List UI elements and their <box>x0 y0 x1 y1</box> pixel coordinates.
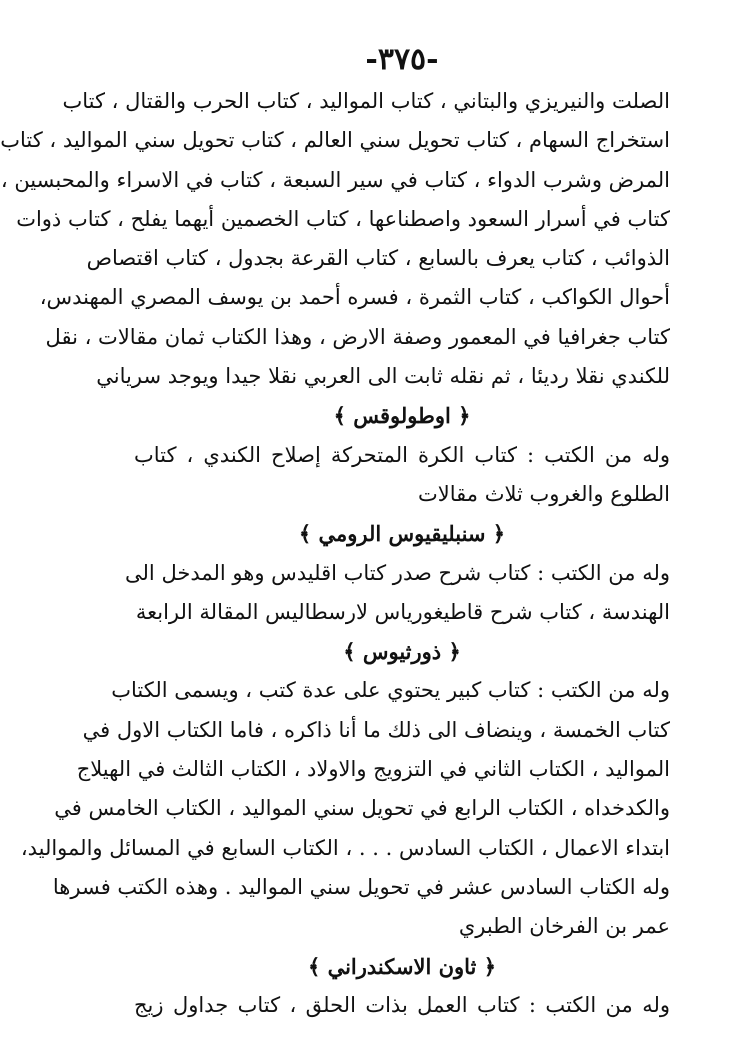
section-heading: ﴿ اوطولوقس ﴾ <box>333 403 471 429</box>
document-page <box>0 38 670 1028</box>
section-heading: ﴿ سنبليقيوس الرومي ﴾ <box>298 521 506 547</box>
text-line: عمر بن الفرخان الطبري <box>458 914 670 939</box>
text-line: وله من الكتب : كتاب كبير يحتوي على عدة كتب ، ويسمى الكتاب <box>111 678 670 703</box>
text-line: وله من الكتب : كتاب العمل بذات الحلق ، كتاب جداول زيج <box>134 992 670 1017</box>
text-line: أحوال الكواكب ، كتاب الثمرة ، فسره أحمد بن يوسف المصري المهندس، <box>39 285 670 310</box>
text-line: المواليد ، الكتاب الثاني في التزويج والاولاد ، الكتاب الثالث في الهيلاج <box>76 757 670 782</box>
text-line: للكندي نقلا رديئا ، ثم نقله ثابت الى العربي نقلا جيدا ويوجد سرياني <box>96 364 670 389</box>
text-line: ابتداء الاعمال ، الكتاب السادس . . . ، الكتاب السابع في المسائل والمواليد، <box>20 835 670 860</box>
text-line: كتاب الخمسة ، وينضاف الى ذلك ما أنا ذاكره ، فاما الكتاب الاول في <box>82 717 670 742</box>
text-line: والكدخداه ، الكتاب الرابع في تحويل سني المواليد ، الكتاب الخامس في <box>54 796 670 821</box>
text-line: الهندسة ، كتاب شرح قاطيغورياس لارسطاليس المقالة الرابعة <box>135 599 670 624</box>
text-line: استخراج السهام ، كتاب تحويل سني العالم ، كتاب تحويل سني المواليد ، كتاب <box>0 128 670 153</box>
text-line: كتاب جغرافيا في المعمور وصفة الارض ، وهذا الكتاب ثمان مقالات ، نقل <box>45 324 670 349</box>
text-line: الطلوع والغروب ثلاث مقالات <box>418 481 670 506</box>
text-line: وله من الكتب : كتاب الكرة المتحركة إصلاح الكندي ، كتاب <box>134 442 670 467</box>
text-line: وله من الكتب : كتاب شرح صدر كتاب اقليدس وهو المدخل الى <box>125 560 670 585</box>
text-line: الذوائب ، كتاب يعرف بالسابع ، كتاب القرعة بجدول ، كتاب اقتصاص <box>86 246 670 271</box>
text-line: كتاب في أسرار السعود واصطناعها ، كتاب الخصمين أيهما يفلح ، كتاب ذوات <box>16 206 670 231</box>
section-heading: ﴿ ذورثيوس ﴾ <box>343 639 461 665</box>
text-body <box>0 82 670 1025</box>
text-line: وله الكتاب السادس عشر في تحويل سني المواليد . وهذه الكتب فسرها <box>52 874 670 899</box>
section-heading: ﴿ ثاون الاسكندراني ﴾ <box>307 953 497 979</box>
page-number: -٣٧٥- <box>365 42 439 77</box>
text-line: الصلت والنيريزي والبتاني ، كتاب المواليد ، كتاب الحرب والقتال ، كتاب <box>62 89 670 113</box>
text-line: المرض وشرب الدواء ، كتاب في سير السبعة ، كتاب في الاسراء والمحبسين ، <box>0 167 670 192</box>
